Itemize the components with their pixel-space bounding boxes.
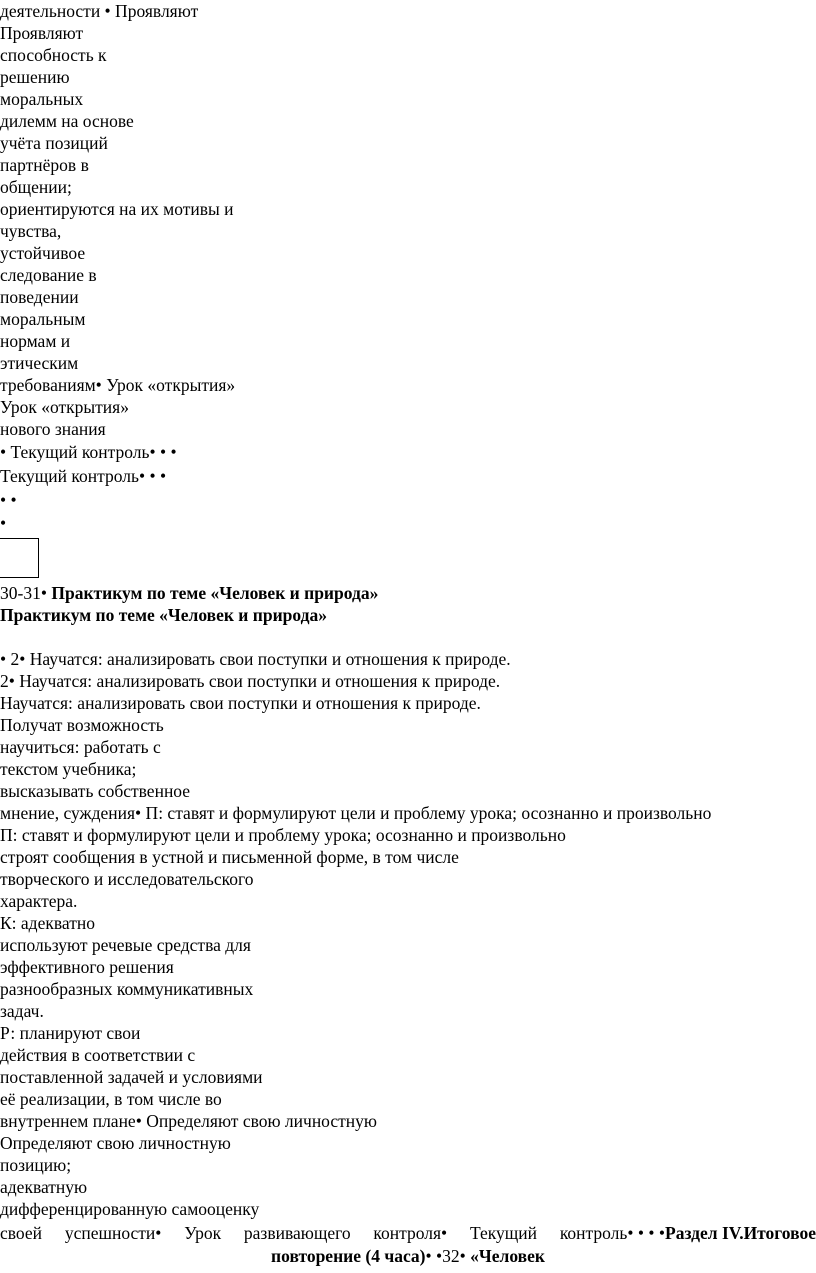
- text-line: эффективного решения: [0, 957, 174, 977]
- lesson-title-repeat: Практикум по теме «Человек и природа»: [0, 605, 327, 625]
- text-line: поставленной задачей и условиями: [0, 1067, 263, 1087]
- text-line: К: адекватно: [0, 913, 95, 933]
- text-line: Урок «открытия»: [0, 397, 129, 417]
- section-heading: Раздел IV.Итоговое: [665, 1223, 816, 1243]
- text-line: • •: [0, 490, 17, 510]
- text-line: учёта позиций: [0, 133, 108, 153]
- text-line: Определяют свою личностную: [0, 1133, 231, 1153]
- text-line: дилемм на основе: [0, 111, 134, 131]
- text-line: • 2• Научатся: анализировать свои поступки и отношения к природе.: [0, 649, 511, 669]
- text-line: дифференцированную самооценку: [0, 1199, 260, 1219]
- text-line: текстом учебника;: [0, 759, 137, 779]
- word: своей: [0, 1223, 43, 1243]
- text-line: ориентируются на их мотивы и: [0, 199, 234, 219]
- text-line: Получат возможность: [0, 715, 164, 735]
- text-line: устойчивое: [0, 243, 86, 263]
- text-line: творческого и исследовательского: [0, 869, 254, 889]
- word: Текущий: [469, 1223, 537, 1243]
- text-line: чувства,: [0, 221, 62, 241]
- word: контроль• • • •Раздел IV.Итоговое: [559, 1223, 816, 1243]
- text-line: П: ставят и формулируют цели и проблему урока; осознанно и произвольно: [0, 825, 566, 845]
- text-line: общении;: [0, 177, 72, 197]
- text-line: моральным: [0, 309, 86, 329]
- text-line: партнёров в: [0, 155, 89, 175]
- lesson-header: [0, 582, 378, 604]
- section-heading-continuation: повторение (4 часа)• •32• «Человек: [271, 1246, 545, 1266]
- word: успешности•: [64, 1223, 162, 1243]
- word: развивающего: [243, 1223, 351, 1243]
- text-line: Р: планируют свои: [0, 1023, 141, 1043]
- text-line: действия в соответствии с: [0, 1045, 196, 1065]
- text-line: высказывать собственное: [0, 781, 191, 801]
- text-line: её реализации, в том числе во: [0, 1089, 222, 1109]
- justified-line: [0, 1222, 816, 1244]
- word: контроля•: [373, 1223, 448, 1243]
- table-cell-border: [0, 538, 39, 578]
- text-line: Научатся: анализировать свои поступки и отношения к природе.: [0, 693, 481, 713]
- text-line: характера.: [0, 891, 78, 911]
- text-line: этическим: [0, 353, 79, 373]
- text-line: используют речевые средства для: [0, 935, 251, 955]
- text-line: решению: [0, 67, 70, 87]
- text-line: поведении: [0, 287, 79, 307]
- text-line: Текущий контроль• • •: [0, 466, 167, 486]
- lesson-title: Практикум по теме «Человек и природа»: [51, 583, 379, 603]
- text-line: внутреннем плане• Определяют свою личностную: [0, 1111, 377, 1131]
- text-line: деятельности • Проявляют: [0, 1, 199, 21]
- text-line: нормам и: [0, 331, 71, 351]
- text-line: задач.: [0, 1001, 44, 1021]
- text-line: способность к: [0, 45, 107, 65]
- text-line: моральных: [0, 89, 84, 109]
- text-line: требованиям• Урок «открытия»: [0, 375, 236, 395]
- text-line: позицию;: [0, 1155, 72, 1175]
- word: Урок: [184, 1223, 222, 1243]
- text-line: •: [0, 513, 7, 533]
- text-line: научиться: работать с: [0, 737, 161, 757]
- text-line: строят сообщения в устной и письменной форме, в том числе: [0, 847, 459, 867]
- text-line: мнение, суждения• П: ставят и формулируют цели и проблему урока; осознанно и произвольно: [0, 803, 712, 823]
- text-line: Проявляют: [0, 23, 84, 43]
- text-line: • Текущий контроль• • •: [0, 442, 177, 462]
- text-line: нового знания: [0, 419, 106, 439]
- lesson-number: 30-31•: [0, 583, 52, 603]
- text-line: следование в: [0, 265, 97, 285]
- text-line: разнообразных коммуникативных: [0, 979, 254, 999]
- text-line: адекватную: [0, 1177, 88, 1197]
- text-line: 2• Научатся: анализировать свои поступки и отношения к природе.: [0, 671, 501, 691]
